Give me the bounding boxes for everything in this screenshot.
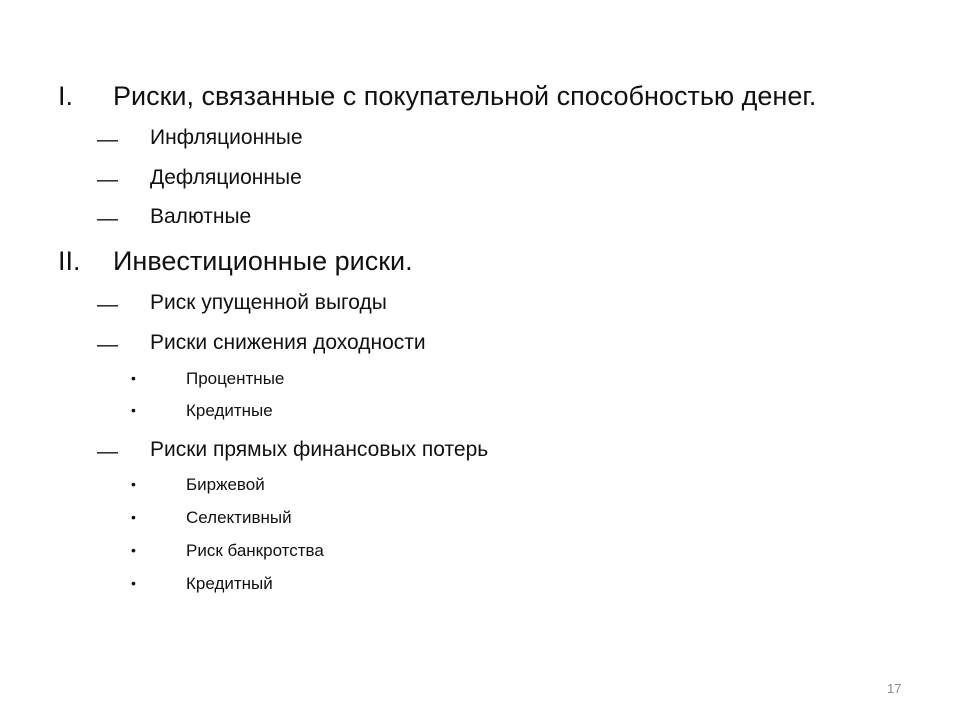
dot-bullet-icon: • — [131, 476, 136, 492]
list-item-label: Дефляционные — [150, 166, 302, 189]
dash-bullet-icon: — — [97, 333, 118, 356]
dot-bullet-icon: • — [131, 542, 136, 558]
dash-bullet-icon: — — [97, 128, 118, 151]
list-item-label: Риски снижения доходности — [150, 331, 426, 354]
sub-list-item-label: Кредитный — [186, 574, 273, 593]
page-number: 17 — [887, 681, 902, 696]
dot-bullet-icon: • — [131, 402, 136, 418]
dot-bullet-icon: • — [131, 575, 136, 591]
sub-list-item-label: Риск банкротства — [186, 541, 324, 560]
dash-bullet-icon: — — [97, 440, 118, 463]
dash-bullet-icon: — — [97, 168, 118, 191]
sub-list-item-label: Биржевой — [186, 475, 265, 494]
section-2-title: Инвестиционные риски. — [113, 246, 413, 276]
dot-bullet-icon: • — [131, 370, 136, 386]
list-item-label: Инфляционные — [150, 126, 303, 149]
sub-list-item-label: Кредитные — [186, 401, 273, 420]
section-1-numeral: I. — [58, 81, 74, 111]
dash-bullet-icon: — — [97, 293, 118, 316]
sub-list-item-label: Селективный — [186, 508, 292, 527]
dash-bullet-icon: — — [97, 207, 118, 230]
list-item-label: Риск упущенной выгоды — [150, 291, 387, 314]
dot-bullet-icon: • — [131, 509, 136, 525]
list-item-label: Валютные — [150, 205, 252, 228]
section-2-numeral: II. — [58, 246, 81, 276]
section-1-title: Риски, связанные с покупательной способностью денег. — [113, 81, 817, 111]
list-item-label: Риски прямых финансовых потерь — [150, 438, 489, 461]
sub-list-item-label: Процентные — [186, 369, 285, 388]
